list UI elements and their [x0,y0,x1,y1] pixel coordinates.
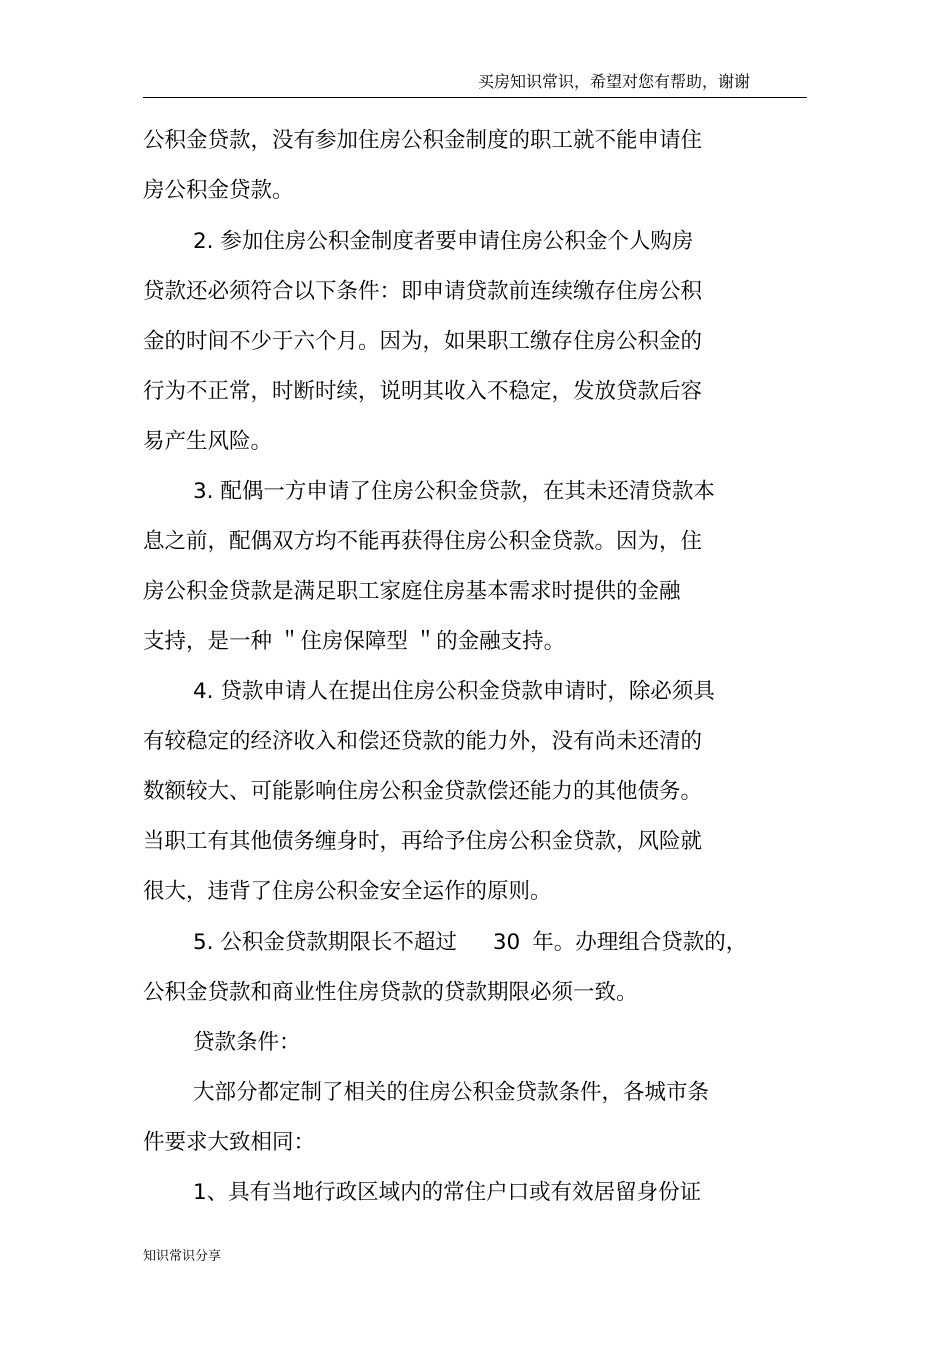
text-line: 件要求大致相同： [143,1130,316,1155]
text-line: 房公积金贷款是满足职工家庭住房基本需求时提供的金融 [143,579,681,604]
text-line: 4. 贷款申请人在提出住房公积金贷款申请时，除必须具 [193,679,715,704]
text-line: 有较稳定的经济收入和偿还贷款的能力外，没有尚未还清的 [143,729,703,754]
text-line: 公积金贷款和商业性住房贷款的贷款期限必须一致。 [143,980,638,1005]
text-line: 很大，违背了住房公积金安全运作的原则。 [143,879,552,904]
text-line: 息之前，配偶双方均不能再获得住房公积金贷款。因为，住 [143,529,703,554]
text-segment-number: 30 [492,930,521,955]
text-line: 2. 参加住房公积金制度者要申请住房公积金个人购房 [193,229,694,254]
text-line: 房公积金贷款。 [143,178,294,203]
text-segment: 5. 公积金贷款期限长不超过 [193,930,457,955]
text-line: 3. 配偶一方申请了住房公积金贷款，在其未还清贷款本 [193,479,715,504]
text-segment: 年。办理组合贷款的， [532,930,748,955]
text-line: 贷款还必须符合以下条件：即申请贷款前连续缴存住房公积 [143,279,703,304]
text-line: 1、具有当地行政区域内的常住户口或有效居留身份证 [193,1180,702,1205]
text-line: 支持，是一种 ＂住房保障型 ＂的金融支持。 [143,629,566,654]
page-header-title: 买房知识常识，希望对您有帮助，谢谢 [477,72,750,91]
text-line: 行为不正常，时断时续，说明其收入不稳定，发放贷款后容 [143,379,703,404]
text-line: 公积金贷款，没有参加住房公积金制度的职工就不能申请住 [143,128,703,153]
text-line: 贷款条件： [193,1030,301,1055]
text-line: 当职工有其他债务缠身时，再给予住房公积金贷款，风险就 [143,829,703,854]
text-line: 易产生风险。 [143,429,273,454]
text-line: 数额较大、可能影响住房公积金贷款偿还能力的其他债务。 [143,779,703,804]
text-line: 金的时间不少于六个月。因为，如果职工缴存住房公积金的 [143,329,703,354]
text-line: 大部分都定制了相关的住房公积金贷款条件，各城市条 [193,1080,710,1105]
header-divider [143,97,807,98]
page-footer: 知识常识分享 [143,1249,222,1264]
text-line [193,929,747,957]
